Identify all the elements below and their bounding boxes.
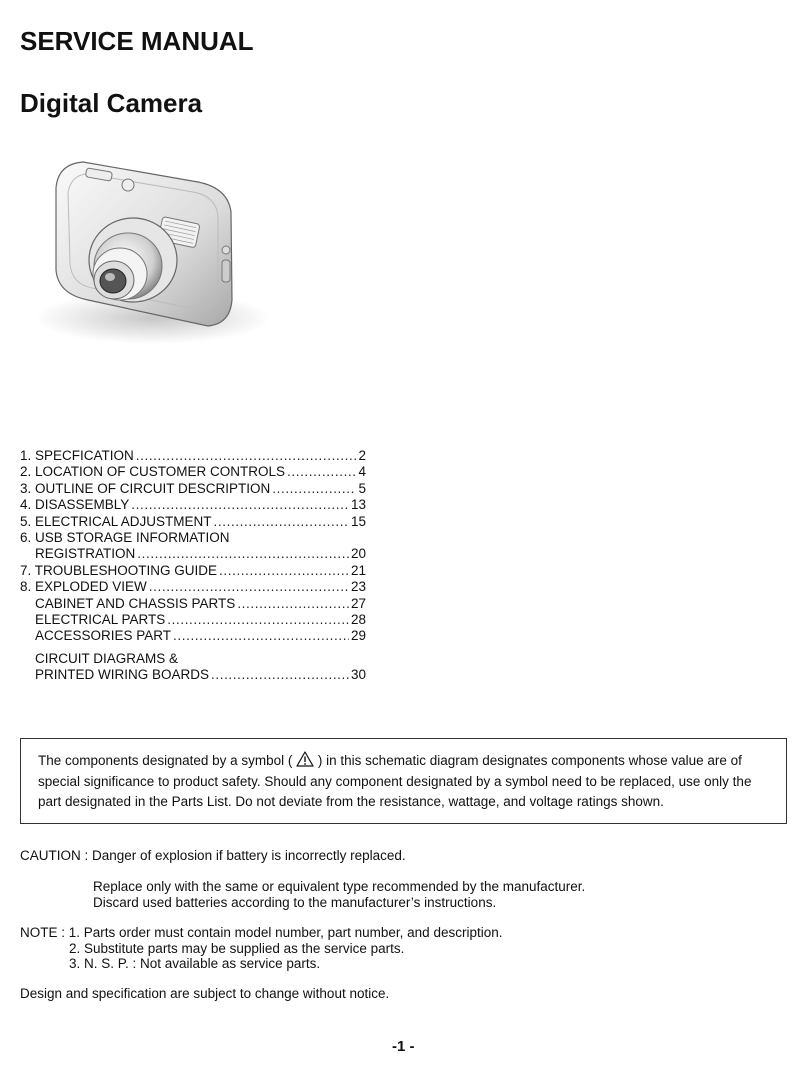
toc-entry[interactable]	[20, 514, 366, 530]
safety-notice-box	[20, 738, 787, 824]
toc-entry[interactable]	[20, 530, 366, 546]
toc-page: 21	[350, 562, 366, 578]
caution-details	[93, 879, 585, 910]
toc-page: 27	[350, 595, 366, 611]
toc-page: 20	[350, 546, 366, 562]
toc-label: 6. USB STORAGE INFORMATION	[20, 530, 230, 546]
toc-entry[interactable]	[20, 651, 366, 667]
toc-page: 5	[358, 480, 366, 496]
toc-label: ELECTRICAL PARTS	[35, 612, 166, 628]
manual-title: SERVICE MANUAL	[20, 26, 254, 56]
warning-triangle-icon	[296, 751, 314, 767]
toc-entry[interactable]	[20, 596, 366, 612]
toc-label: 8. EXPLODED VIEW	[20, 579, 147, 595]
toc-label: 2. LOCATION OF CUSTOMER CONTROLS	[20, 464, 286, 480]
toc-entry[interactable]	[20, 448, 366, 464]
toc-entry[interactable]	[20, 563, 366, 579]
toc-entry[interactable]	[20, 667, 366, 683]
toc-page: 29	[350, 628, 366, 644]
toc-page: 28	[350, 612, 366, 628]
notice-text-start: The components designated by a symbol (	[38, 753, 293, 768]
page-number: -1 -	[392, 1038, 415, 1055]
toc-entry[interactable]	[20, 612, 366, 628]
product-title: Digital Camera	[20, 88, 203, 118]
notice-text-rest: ) in this schematic diagram designates components whose value are of special significance to product safety. Should any component designated by a symbol need to be replaced, use only the part designated in the Parts List. Do not deviate from the resistance, wattage, and voltage ratings shown.	[38, 753, 752, 809]
caution-heading: CAUTION : Danger of explosion if battery is incorrectly replaced.	[20, 848, 406, 863]
toc-page: 23	[350, 579, 366, 595]
toc-label: PRINTED WIRING BOARDS	[35, 667, 210, 683]
toc-page: 4	[358, 464, 366, 480]
note-line: 2. Substitute parts may be supplied as the service parts.	[69, 940, 405, 956]
toc-entry[interactable]	[20, 464, 366, 480]
toc-page: 2	[358, 448, 366, 463]
table-of-contents	[20, 448, 366, 684]
toc-entry[interactable]	[20, 579, 366, 595]
toc-label: CIRCUIT DIAGRAMS &	[35, 650, 179, 666]
caution-line: Discard used batteries according to the manufacturer’s instructions.	[93, 894, 497, 910]
note-line: 3. N. S. P. : Not available as service parts.	[69, 956, 321, 971]
toc-entry[interactable]	[20, 546, 366, 562]
camera-illustration	[28, 150, 268, 350]
toc-label: 1. SPECFICATION	[20, 448, 134, 463]
toc-entry[interactable]	[20, 497, 366, 513]
toc-label: 4. DISASSEMBLY	[20, 497, 130, 513]
note-block	[20, 925, 502, 972]
disclaimer: Design and specification are subject to change without notice.	[20, 986, 390, 1001]
toc-label: 3. OUTLINE OF CIRCUIT DESCRIPTION	[20, 480, 271, 496]
toc-label: 5. ELECTRICAL ADJUSTMENT	[20, 513, 212, 529]
toc-page: 30	[350, 667, 366, 683]
toc-page: 15	[350, 513, 366, 529]
toc-label: ACCESSORIES PART	[35, 628, 172, 644]
note-line: NOTE : 1. Parts order must contain model number, part number, and description.	[20, 925, 503, 940]
toc-entry[interactable]	[20, 481, 366, 497]
caution-line: Replace only with the same or equivalent type recommended by the manufacturer.	[93, 879, 586, 894]
toc-entry[interactable]	[20, 628, 366, 644]
toc-label: 7. TROUBLESHOOTING GUIDE	[20, 562, 218, 578]
toc-label: REGISTRATION	[35, 546, 136, 562]
toc-label: CABINET AND CHASSIS PARTS	[35, 595, 236, 611]
toc-page: 13	[350, 497, 366, 513]
